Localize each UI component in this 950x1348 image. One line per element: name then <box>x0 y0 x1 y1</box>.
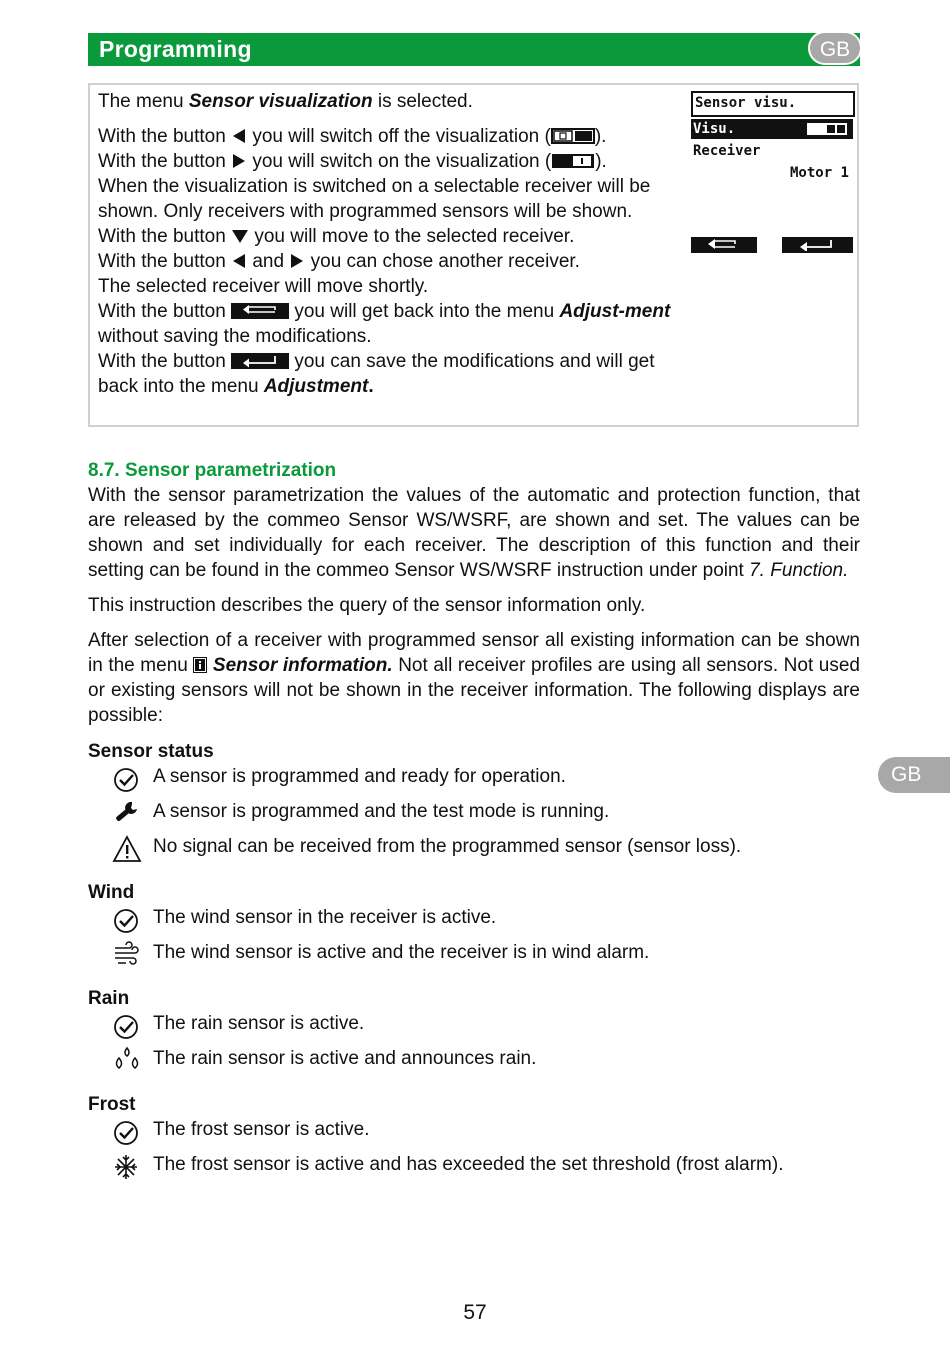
item-text: The rain sensor is active. <box>153 1013 365 1034</box>
paragraph <box>88 628 860 728</box>
item-text: The rain sensor is active and announces rain. <box>153 1048 537 1069</box>
text: The menu <box>98 91 189 112</box>
arrow-right-icon <box>289 253 305 269</box>
item-text: A sensor is programmed and ready for operation. <box>153 766 566 787</box>
snowflake-icon <box>112 1152 140 1180</box>
text: With the button <box>98 126 232 147</box>
device-screen <box>691 91 853 253</box>
info-icon <box>193 657 207 673</box>
list-item <box>88 1046 860 1081</box>
text: ). <box>594 126 607 147</box>
wind-icon <box>112 940 142 968</box>
text: and <box>247 251 290 272</box>
screen-visu-label: Visu. <box>693 121 736 137</box>
text: With the sensor parametrization the values of the automatic and protection function, that are released by the commeo Sensor WS/WSRF, are shown and set. The values can be shown and set individually for each receiver. The description of this function and their setting can be found in the commeo Sensor WS/WSRF instruction under point <box>88 485 860 581</box>
language-badge: GB <box>808 31 862 65</box>
side-language-badge: GB <box>878 757 950 793</box>
check-circle-icon <box>112 1117 140 1145</box>
rain-drops-icon <box>112 1046 142 1074</box>
text: The selected receiver will move shortly. <box>98 276 429 297</box>
arrow-left-icon <box>231 253 247 269</box>
list-item <box>88 764 860 799</box>
toggle-off-icon <box>551 128 595 144</box>
menu-name: Sensor information. <box>212 655 393 676</box>
text: When the visualization is switched on a selectable receiver will be shown. Only receivers with programmed sensors will be shown. <box>98 176 651 222</box>
menu-name: Sensor visualization <box>188 91 373 112</box>
screen-visu-row <box>691 119 853 139</box>
text: With the button <box>98 151 232 172</box>
text: without saving the modifications. <box>98 326 372 347</box>
group-title-sensor-status: Sensor status <box>88 741 214 762</box>
text: With the button <box>98 226 232 247</box>
reference: 7. Function. <box>749 560 849 581</box>
toggle-on-icon <box>551 153 595 169</box>
text: you can save the modifications and will get back into the menu <box>98 351 655 397</box>
instruction-box <box>88 83 859 427</box>
menu-name: Adjust-ment <box>559 301 671 322</box>
screen-motor-label: Motor 1 <box>789 165 849 181</box>
arrow-left-icon <box>231 128 247 144</box>
text: Not all receiver profiles are using all sensors. Not used or existing sensors will not be shown in the receiver information. The following displays are possible: <box>88 655 860 726</box>
item-text: The frost sensor is active. <box>153 1119 370 1140</box>
item-text: No signal can be received from the programmed sensor (sensor loss). <box>153 836 742 857</box>
group-title-wind: Wind <box>88 882 135 903</box>
main-content <box>88 458 860 1187</box>
text: is selected. <box>372 91 473 112</box>
section-header <box>88 33 860 66</box>
list-item <box>88 940 860 975</box>
text: you will get back into the menu <box>289 301 560 322</box>
back-button-icon <box>231 303 289 319</box>
header-title: Programming <box>99 36 252 62</box>
screen-title: Sensor visu. <box>691 91 855 117</box>
wrench-icon <box>112 799 140 827</box>
text: . <box>368 376 374 397</box>
text: ). <box>595 151 607 172</box>
paragraph <box>88 483 860 583</box>
text: After selection of a receiver with programmed sensor all existing information can be shown in the menu <box>88 630 860 676</box>
section-heading: 8.7. Sensor parametrization <box>88 460 337 481</box>
list-item <box>88 834 860 869</box>
toggle-on-icon <box>807 123 847 135</box>
text: you will switch off the visualization ( <box>247 126 551 147</box>
group-title-frost: Frost <box>88 1094 136 1115</box>
back-softkey-icon <box>705 239 743 251</box>
text: you can chose another receiver. <box>305 251 580 272</box>
enter-button-icon <box>231 353 289 369</box>
item-text: The wind sensor in the receiver is active. <box>153 907 497 928</box>
page-number: 57 <box>463 1301 487 1324</box>
list-item <box>88 1152 860 1187</box>
enter-softkey-icon <box>797 239 837 251</box>
item-text: A sensor is programmed and the test mode is running. <box>153 801 610 822</box>
warning-icon <box>112 834 142 864</box>
group-title-rain: Rain <box>88 988 130 1009</box>
check-circle-icon <box>112 764 140 792</box>
text: you will switch on the visualization ( <box>247 151 552 172</box>
menu-name: Adjustment <box>263 376 369 397</box>
screen-softkey-bar <box>691 237 853 253</box>
arrow-down-icon <box>231 228 249 244</box>
instruction-text <box>98 89 673 399</box>
arrow-right-icon <box>231 153 247 169</box>
text: With the button <box>98 301 232 322</box>
check-circle-icon <box>112 1011 140 1039</box>
check-circle-icon <box>112 905 140 933</box>
text: you will move to the selected receiver. <box>249 226 575 247</box>
paragraph: This instruction describes the query of the sensor information only. <box>88 595 646 616</box>
list-item <box>88 1011 860 1046</box>
text: With the button <box>98 251 232 272</box>
list-item <box>88 905 860 940</box>
text: With the button <box>98 351 232 372</box>
list-item <box>88 799 860 834</box>
item-text: The frost sensor is active and has exceeded the set threshold (frost alarm). <box>153 1154 784 1175</box>
list-item <box>88 1117 860 1152</box>
item-text: The wind sensor is active and the receiver is in wind alarm. <box>153 942 650 963</box>
screen-receiver-label: Receiver <box>693 143 761 159</box>
